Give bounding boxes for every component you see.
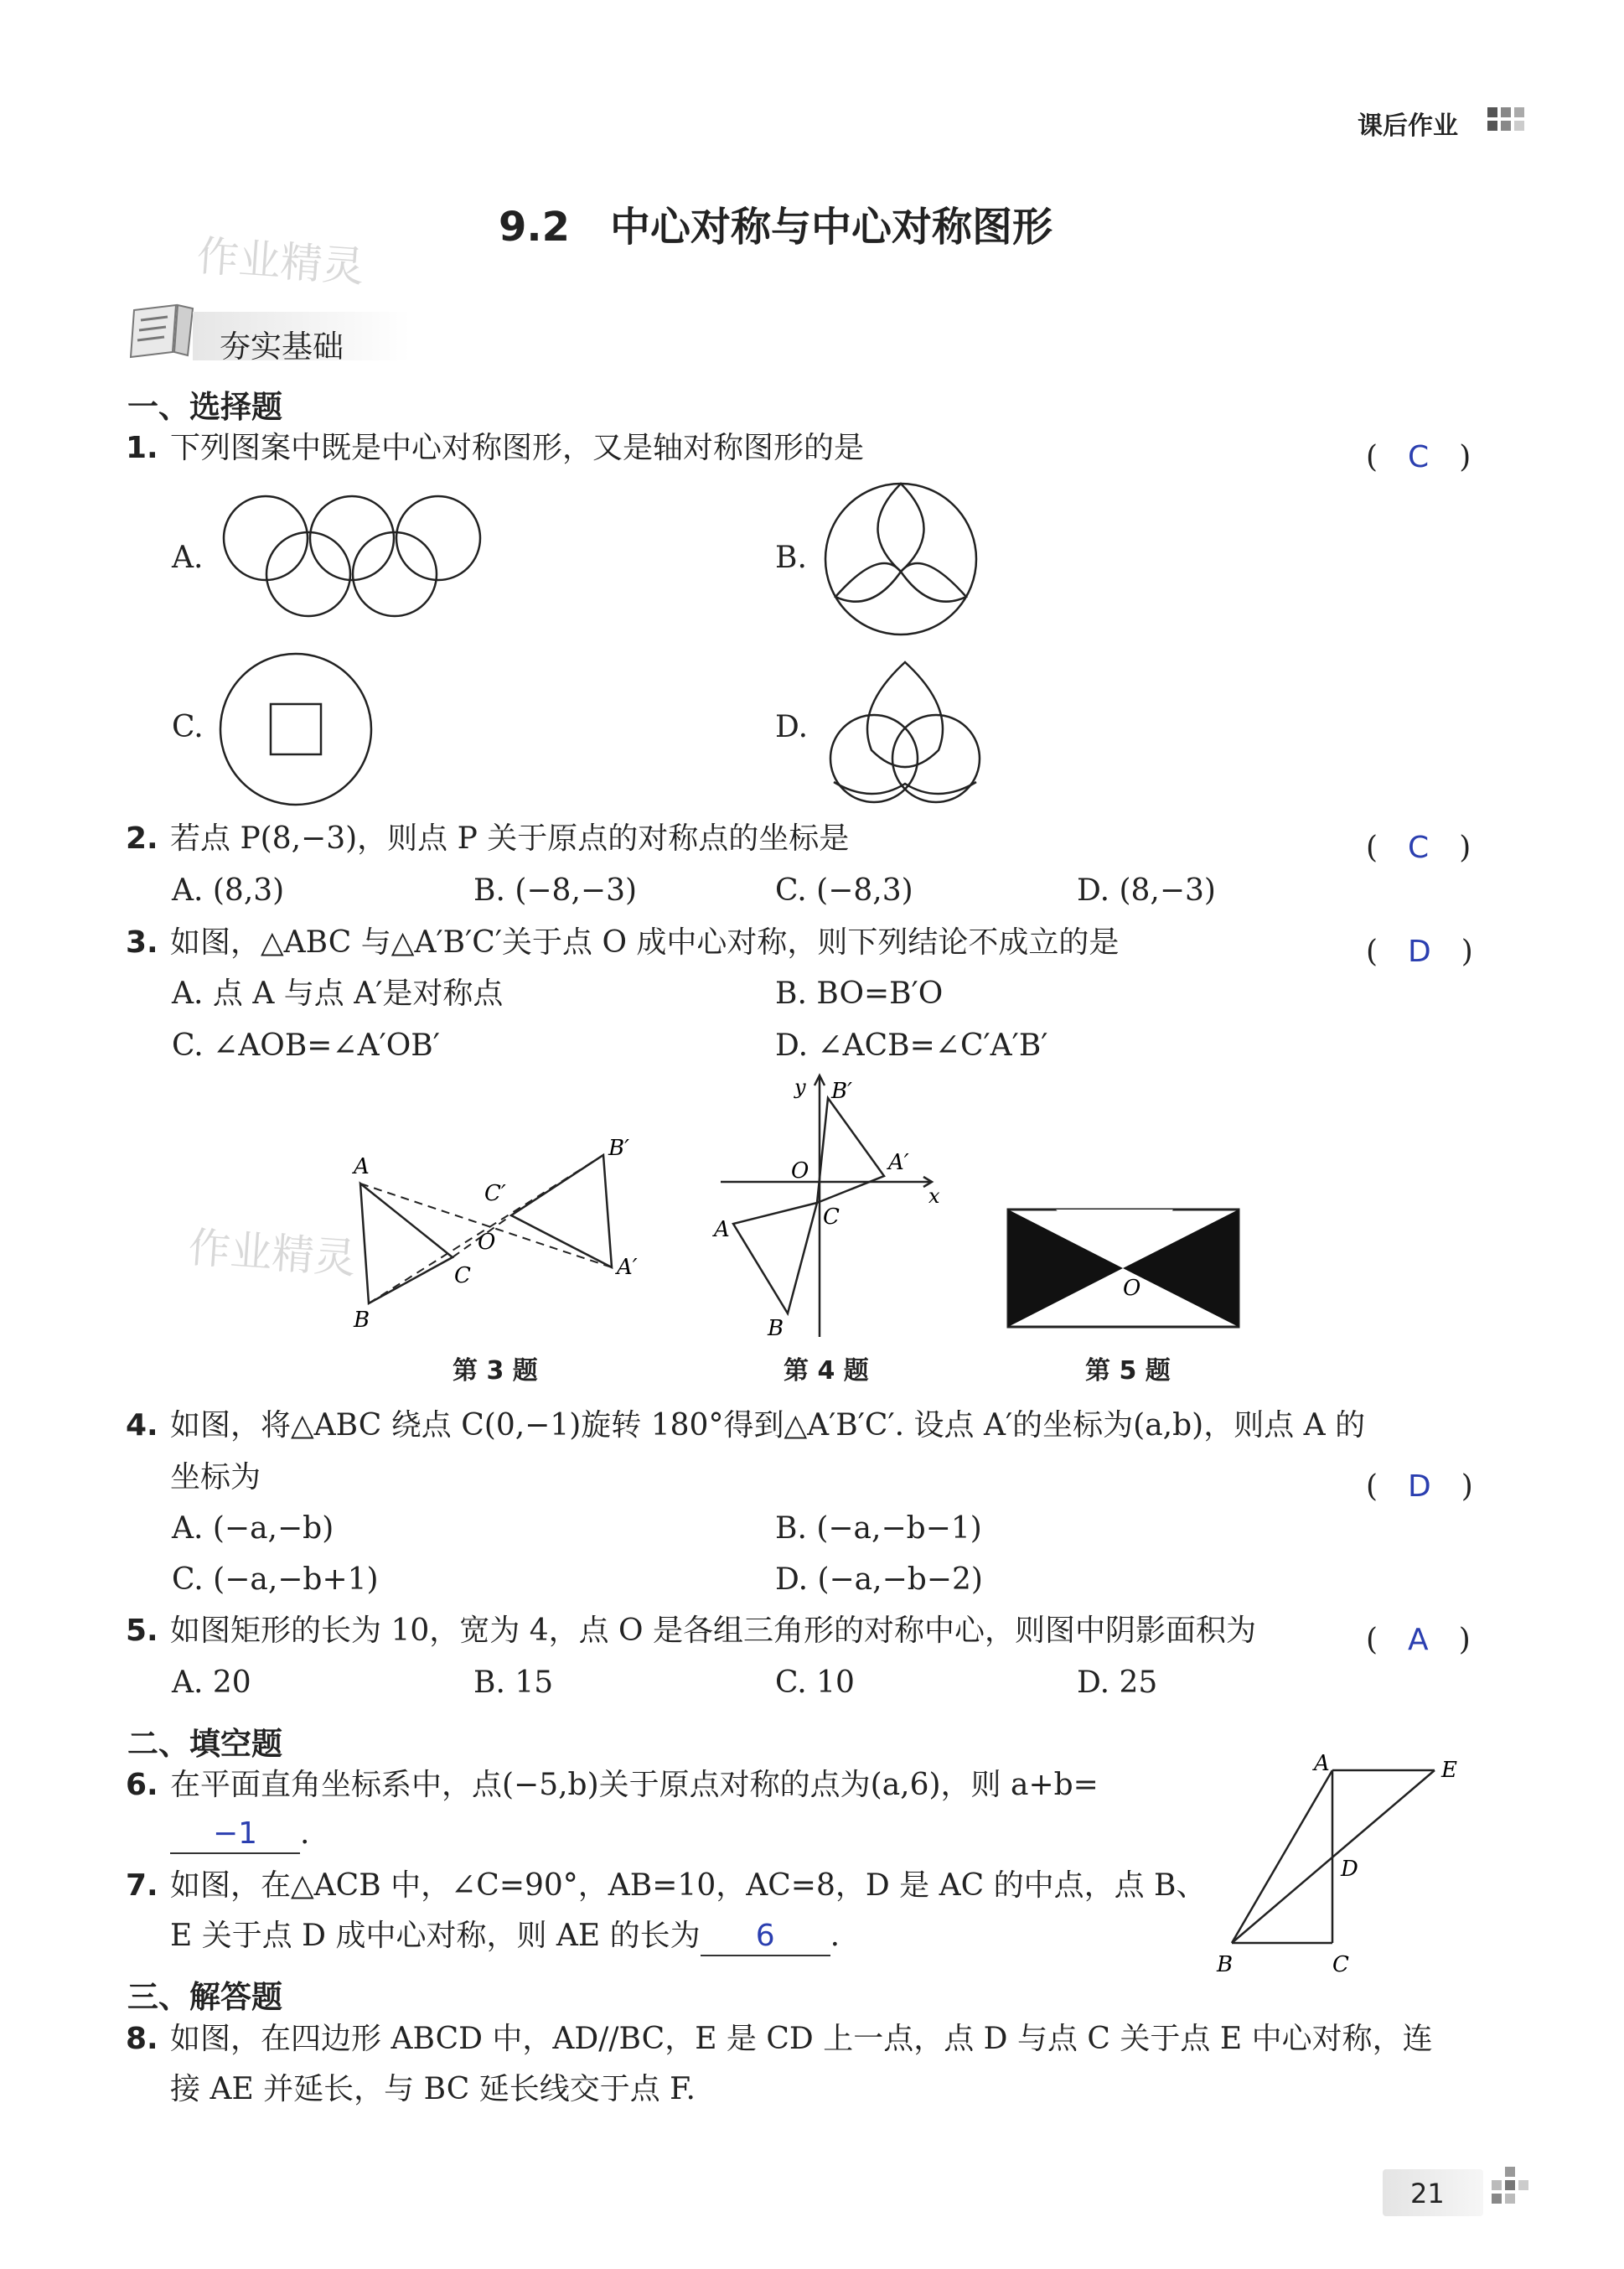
- q5-option-b: B. 15: [473, 1665, 554, 1700]
- fig4-label-b: B: [768, 1316, 784, 1341]
- q4-stem-line2: 坐标为: [170, 1460, 261, 1495]
- q5-number: 5.: [126, 1614, 158, 1648]
- banner-book-icon: [126, 302, 201, 360]
- q2-answer: C: [1408, 831, 1430, 865]
- q8-number: 8.: [126, 2022, 158, 2056]
- q1-answer: C: [1408, 440, 1430, 474]
- figure-5: [1006, 1207, 1244, 1336]
- q3-option-b: B. BO=B′O: [775, 976, 944, 1011]
- trefoil-circle-figure: [821, 479, 980, 642]
- q4-option-d: D. (−a,−b−2): [775, 1562, 983, 1597]
- fig5-label-o: O: [1123, 1276, 1141, 1301]
- q4-option-b: B. (−a,−b−1): [775, 1511, 982, 1546]
- q3-answer: D: [1408, 935, 1431, 969]
- watermark: 作业精灵: [194, 231, 366, 292]
- q7-tail: .: [830, 1919, 840, 1953]
- q3-stem: 如图，△ABC 与△A′B′C′关于点 O 成中心对称，则下列结论不成立的是: [170, 925, 1120, 960]
- banner-label: 夯实基础: [220, 329, 344, 365]
- footer-grid-icon: [1490, 2167, 1532, 2209]
- q1-number: 1.: [126, 431, 158, 465]
- fig4-label-c: C: [823, 1204, 840, 1230]
- q7-number: 7.: [126, 1868, 158, 1903]
- q5-answer: A: [1408, 1623, 1429, 1657]
- page-number: 21: [1410, 2178, 1445, 2209]
- section-choice: 一、选择题: [127, 389, 282, 425]
- q6-stem: 在平面直角坐标系中，点(−5,b)关于原点对称的点为(a,6)，则 a+b=: [170, 1768, 1099, 1802]
- section-fill: 二、填空题: [127, 1726, 282, 1762]
- q2-option-d: D. (8,−3): [1077, 873, 1216, 908]
- figure-3: [335, 1123, 662, 1344]
- q4-number: 4.: [126, 1408, 158, 1443]
- q2-number: 2.: [126, 821, 158, 856]
- q7-stem-line2: [170, 1921, 840, 1956]
- q8-stem-line2: 接 AE 并延长，与 BC 延长线交于点 F.: [170, 2072, 696, 2106]
- q4-answer: D: [1408, 1469, 1431, 1504]
- q1-option-a: A.: [172, 541, 204, 575]
- fig3-label-a: A: [354, 1154, 370, 1179]
- q1-option-b: B.: [775, 541, 807, 575]
- fig3-label-b-prime: B′: [608, 1136, 630, 1161]
- q5-option-d: D. 25: [1077, 1665, 1158, 1700]
- q1-stem: 下列图案中既是中心对称图形，又是轴对称图形的是: [170, 431, 865, 465]
- figure-4-caption: 第 4 题: [784, 1356, 869, 1386]
- q5-option-a: A. 20: [172, 1665, 251, 1700]
- fig4-label-b-prime: B′: [831, 1079, 853, 1104]
- fig7-label-b: B: [1217, 1952, 1234, 1977]
- q2-option-c: C. (−8,3): [775, 873, 913, 908]
- q1-answer-bracket: ( C ): [1366, 440, 1471, 474]
- q3-answer-bracket: ( D ): [1366, 935, 1473, 969]
- q2-answer-bracket: ( C ): [1366, 831, 1471, 865]
- figure-7: [1207, 1752, 1483, 1981]
- fig4-label-x: x: [928, 1184, 940, 1208]
- q6-answer: −1: [170, 1819, 300, 1854]
- fig4-label-o: O: [791, 1158, 809, 1184]
- fig7-label-e: E: [1441, 1758, 1457, 1783]
- header-grid-icon: [1487, 107, 1534, 132]
- q3-option-d: D. ∠ACB=∠C′A′B′: [775, 1028, 1048, 1063]
- fig7-label-c: C: [1332, 1952, 1349, 1977]
- fig4-label-a-prime: A′: [888, 1150, 909, 1175]
- figure-4: [704, 1069, 955, 1349]
- q5-option-c: C. 10: [775, 1665, 855, 1700]
- fig4-label-a: A: [714, 1217, 730, 1242]
- figure-5-caption: 第 5 题: [1085, 1356, 1171, 1386]
- q1-option-d: D.: [775, 710, 809, 744]
- q1-option-c: C.: [172, 710, 204, 744]
- triquetra-figure: [821, 658, 989, 808]
- q4-option-c: C. (−a,−b+1): [172, 1562, 379, 1597]
- q3-option-a: A. 点 A 与点 A′是对称点: [172, 976, 504, 1011]
- fig3-label-o: O: [478, 1230, 496, 1255]
- header-label: 课后作业: [1358, 111, 1458, 141]
- q6-tail: .: [300, 1816, 310, 1851]
- q2-option-b: B. (−8,−3): [473, 873, 638, 908]
- figure-3-watermark: 作业精灵: [186, 1223, 358, 1283]
- q4-answer-bracket: ( D ): [1366, 1469, 1473, 1504]
- q2-option-a: A. (8,3): [172, 873, 285, 908]
- q2-stem: 若点 P(8,−3)，则点 P 关于原点的对称点的坐标是: [170, 821, 850, 856]
- page-title: 9.2 中心对称与中心对称图形: [499, 204, 1053, 251]
- olympic-rings-figure: [222, 495, 482, 624]
- coin-figure: [216, 650, 375, 812]
- fig7-label-a: A: [1314, 1752, 1330, 1776]
- q7-stem-text: E 关于点 D 成中心对称，则 AE 的长为: [170, 1919, 701, 1953]
- q4-option-a: A. (−a,−b): [172, 1511, 334, 1546]
- q3-option-c: C. ∠AOB=∠A′OB′: [172, 1028, 440, 1063]
- fig7-label-d: D: [1341, 1857, 1358, 1882]
- q5-answer-bracket: ( A ): [1366, 1623, 1471, 1657]
- q4-stem-line1: 如图，将△ABC 绕点 C(0,−1)旋转 180°得到△A′B′C′. 设点 A′的坐标为(a,b)，则点 A 的: [170, 1408, 1366, 1443]
- q7-stem-line1: 如图，在△ACB 中，∠C=90°，AB=10，AC=8，D 是 AC 的中点，点 B、: [170, 1868, 1207, 1903]
- q5-stem: 如图矩形的长为 10，宽为 4，点 O 是各组三角形的对称中心，则图中阴影面积为: [170, 1614, 1257, 1648]
- fig3-label-c-prime: C′: [484, 1181, 506, 1206]
- section-solve: 三、解答题: [127, 1979, 282, 2015]
- q3-number: 3.: [126, 925, 158, 960]
- q7-answer: 6: [701, 1921, 830, 1956]
- fig3-label-a-prime: A′: [617, 1255, 638, 1280]
- fig3-label-b: B: [354, 1308, 370, 1333]
- fig4-label-y: y: [794, 1075, 806, 1099]
- fig3-label-c: C: [454, 1263, 471, 1288]
- q8-stem-line1: 如图，在四边形 ABCD 中，AD//BC，E 是 CD 上一点，点 D 与点 C 关于点 E 中心对称，连: [170, 2022, 1433, 2056]
- figure-3-caption: 第 3 题: [453, 1356, 538, 1386]
- q6-number: 6.: [126, 1768, 158, 1802]
- q6-answer-line: [170, 1816, 310, 1854]
